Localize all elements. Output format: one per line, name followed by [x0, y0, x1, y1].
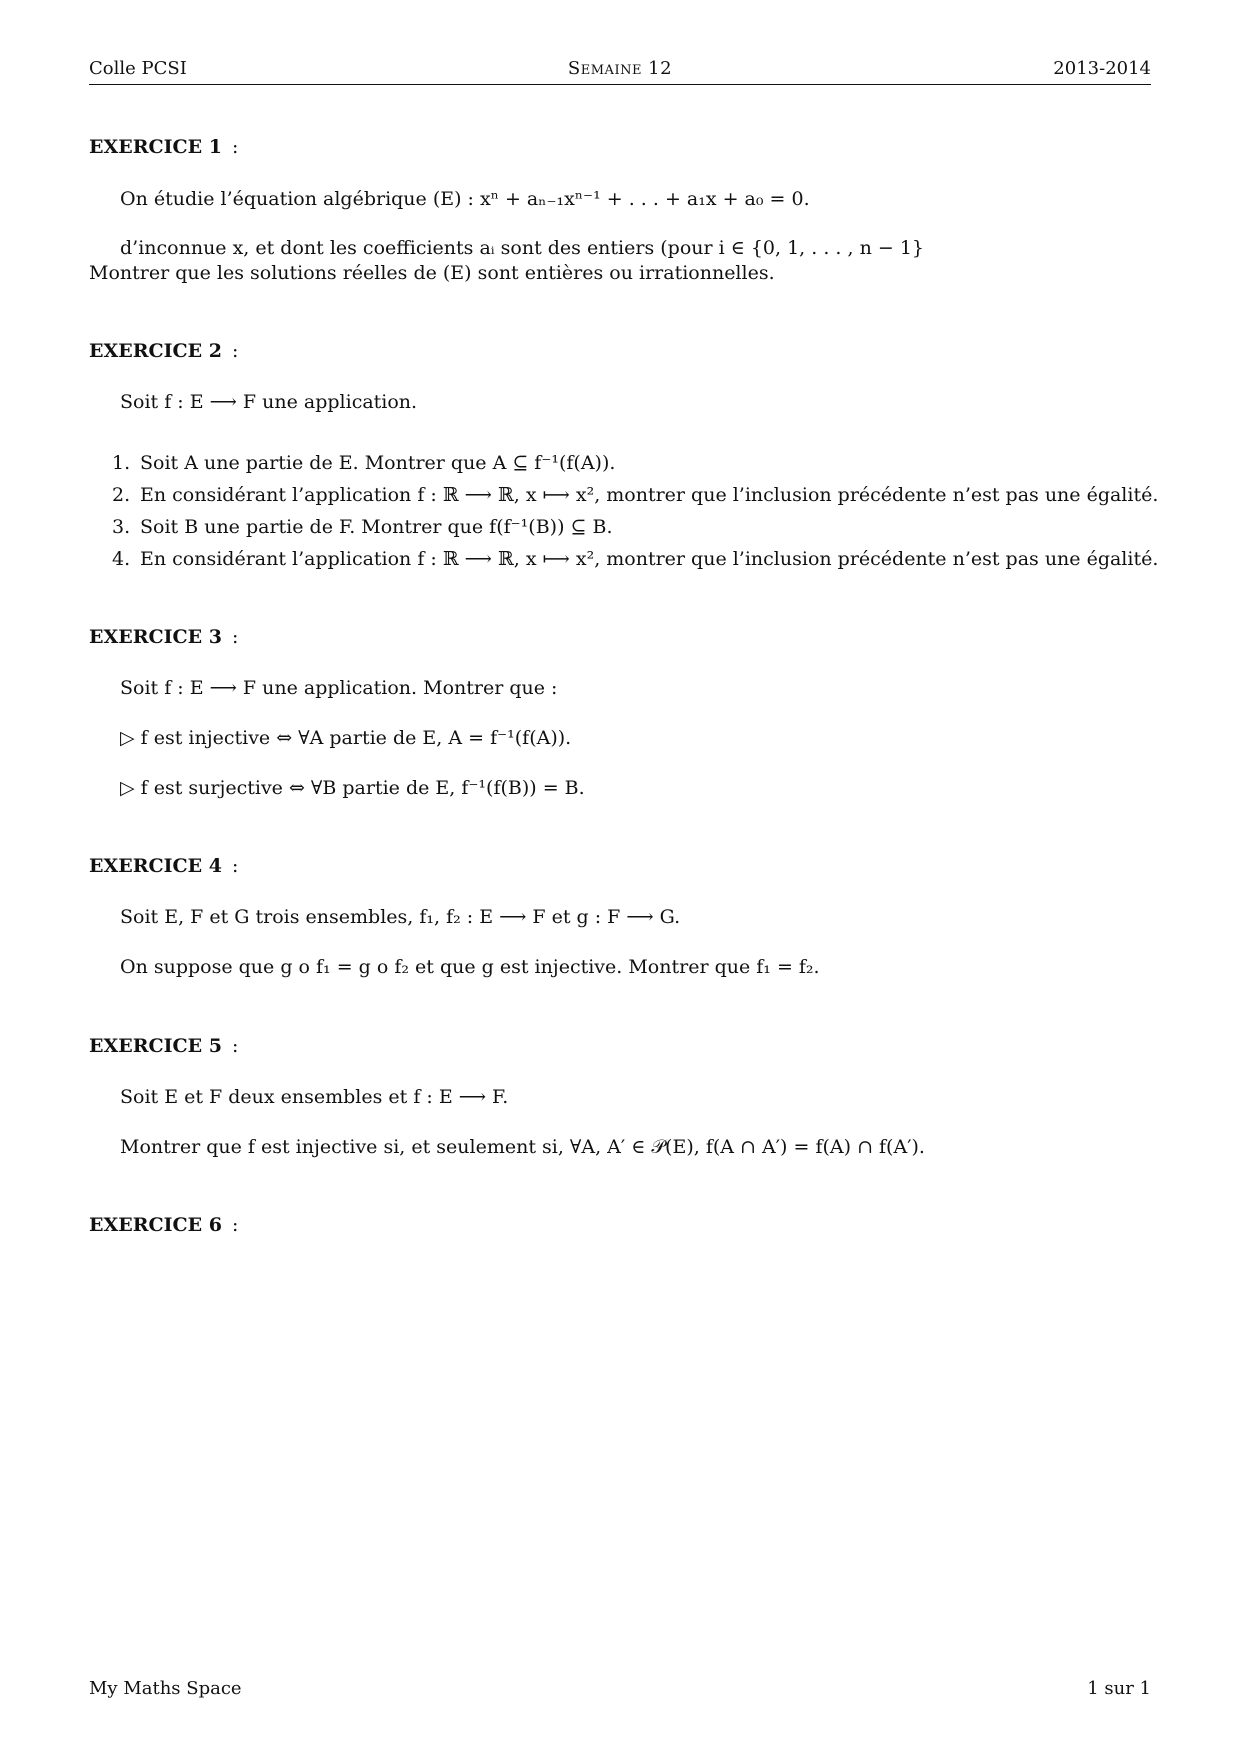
exercise-1-line-1: On étudie l’équation algébrique (E) : xⁿ + aₙ₋₁xⁿ⁻¹ + . . . + a₁x + a₀ = 0. — [120, 188, 810, 210]
exercise-2-item-3: 3. Soit B une partie de F. Montrer que f(f⁻¹(B)) ⊆ B. — [112, 516, 613, 538]
page-header — [89, 58, 1151, 85]
exercise-3-bullet-2: ▷ f est surjective ⇔ ∀B partie de E, f⁻¹(f(B)) = B. — [120, 777, 585, 799]
exercise-3-intro: Soit f : E ⟶ F une application. Montrer que : — [120, 677, 558, 699]
exercise-1-title: EXERCICE 1 : — [89, 136, 239, 158]
header-center: Semaine 12 — [567, 58, 673, 79]
exercise-5-title: EXERCICE 5 : — [89, 1035, 239, 1057]
exercise-1-line-3: Montrer que les solutions réelles de (E) sont entières ou irrationnelles. — [89, 262, 775, 284]
exercise-2-intro: Soit f : E ⟶ F une application. — [120, 391, 418, 413]
exercise-3-bullet-1: ▷ f est injective ⇔ ∀A partie de E, A = f⁻¹(f(A)). — [120, 727, 572, 749]
exercise-4-title: EXERCICE 4 : — [89, 855, 239, 877]
exercise-6-title: EXERCICE 6 : — [89, 1214, 239, 1236]
exercise-4-line-1: Soit E, F et G trois ensembles, f₁, f₂ : E ⟶ F et g : F ⟶ G. — [120, 906, 681, 928]
exercise-2-item-2: 2. En considérant l’application f : ℝ ⟶ ℝ, x ⟼ x², montrer que l’inclusion précédente n’est pas une égalité. — [112, 484, 1159, 506]
exercise-5-line-2: Montrer que f est injective si, et seulement si, ∀A, A′ ∈ 𝒫(E), f(A ∩ A′) = f(A) ∩ f(A′). — [120, 1136, 925, 1158]
exercise-1-line-2: d’inconnue x, et dont les coefficients aᵢ sont des entiers (pour i ∈ {0, 1, . . . , n − 1} — [120, 237, 924, 259]
footer-page-number: 1 sur 1 — [1087, 1678, 1151, 1699]
exercise-2-item-1: 1. Soit A une partie de E. Montrer que A ⊆ f⁻¹(f(A)). — [112, 452, 616, 474]
exercise-5-line-1: Soit E et F deux ensembles et f : E ⟶ F. — [120, 1086, 509, 1108]
exercise-2-title: EXERCICE 2 : — [89, 340, 239, 362]
exercise-2-item-4: 4. En considérant l’application f : ℝ ⟶ ℝ, x ⟼ x², montrer que l’inclusion précédente n’est pas une égalité. — [112, 548, 1159, 570]
exercise-3-title: EXERCICE 3 : — [89, 626, 239, 648]
header-left: Colle PCSI — [89, 58, 187, 79]
exercise-4-line-2: On suppose que g o f₁ = g o f₂ et que g est injective. Montrer que f₁ = f₂. — [120, 956, 820, 978]
header-right: 2013-2014 — [1053, 58, 1151, 79]
footer-left: My Maths Space — [89, 1678, 242, 1699]
